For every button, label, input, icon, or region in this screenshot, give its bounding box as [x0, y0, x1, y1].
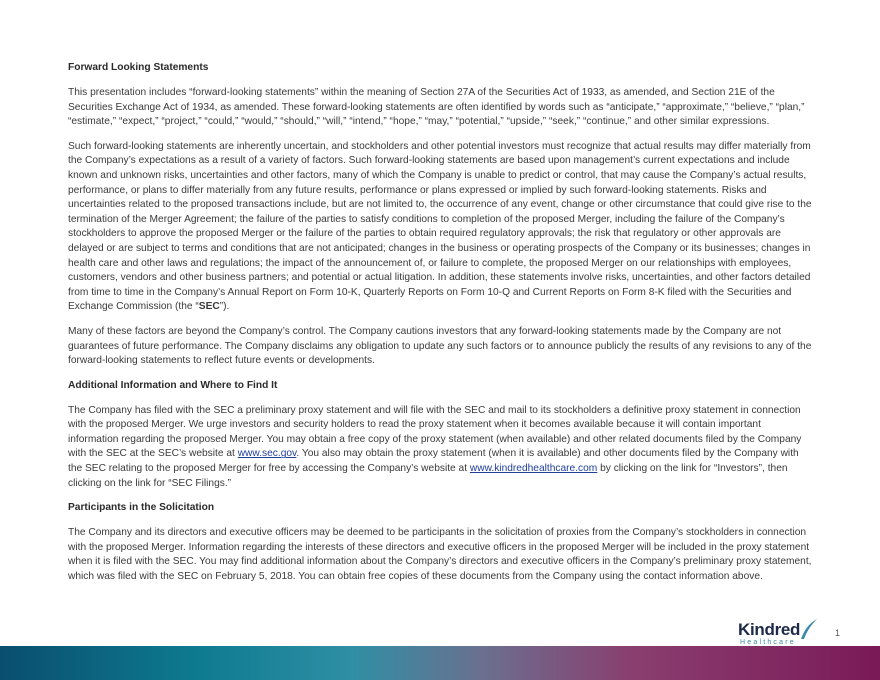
paragraph-forward-looking-3: Many of these factors are beyond the Company’s control. The Company cautions investors that any forward-looking statements made by the Company are not guarantees of future performance. The Company disclaims any obligation to update any such factors or to announce publicly the results of any revisions to any of the forward-looking statements to reflect future events or developments.: [68, 325, 812, 367]
paragraph-additional-info: [68, 404, 813, 492]
logo-subtitle: Healthcare: [740, 639, 796, 646]
logo-wordmark: Kindred: [738, 620, 801, 639]
heading-forward-looking: Forward Looking Statements: [68, 62, 209, 73]
document-body: [68, 61, 813, 595]
heading-additional-info: Additional Information and Where to Find It: [68, 379, 278, 391]
paragraph-text: . You also may obtain the proxy statement (when it is available) and other documents filed by the Company with the SEC relating to the proposed Merger for free by accessing the Company’s website at: [68, 448, 799, 475]
paragraph-forward-looking-1: This presentation includes “forward-looking statements” within the meaning of Section 27A of the Securities Act of 1933, as amended, and Section 21E of the Securities Exchange Act of 1934, as amended. These forward-looking statements are often identified by words such as “anticipate,” “approximate,” “believe,” “plan,” “estimate,” “expect,” “project,” “could,” “would,” “should,” “will,” “intend,” “hope,” “may,” “potential,” “upside,” “seek,” “continue,” and other similar expressions.: [68, 87, 805, 128]
paragraph-text: The Company has filed with the SEC a preliminary proxy statement and will file with the SEC and mail to its stockholders a definitive proxy statement in connection with the proposed Merger. We urge investors and security holders to read the proxy statement when it becomes available because it will contain important information regarding the proposed Merger. You may obtain a free copy of the proxy statement (when available) and other related documents filed by the Company with the SEC at the SEC’s website at: [68, 404, 802, 460]
footer-gradient-band: [0, 646, 880, 680]
paragraph-text: by clicking on the link for “Investors”, then clicking on the link for “SEC Filings.”: [68, 463, 788, 489]
paragraph-text: Such forward-looking statements are inherently uncertain, and stockholders and other potential investors must recognize that actual results may differ materially from the Company’s expectations as a result of a variety of factors. Such forward-looking statements are based upon management’s current expectations and include known and unknown risks, uncertainties and other factors, many of which the Company is unable to predict or control, that may cause the Company’s actual results, performance, or plans to differ materially from any future results, performance or plans expressed or implied by such forward-looking statements. Risks and uncertainties related to the proposed transactions include, but are not limited to, the occurrence of any event, change or other circumstance that could give rise to the termination of the Merger Agreement; the failure of the parties to satisfy conditions to completion of the proposed Merger, including the failure of the Company’s stockholders to approve the proposed Merger or the failure of the parties to obtain required regulatory approvals; the risk that regulatory or other approvals are delayed or are subject to terms and conditions that are not anticipated; changes in the business or operating prospects of the Company or its businesses; changes in health care and other laws and regulations; the impact of the announcement of, or failure to complete, the proposed Merger on our relationships with employees, customers, vendors and other business partners; and potential or actual litigation. In addition, these statements involve risks, uncertainties, and other factors detailed from time to time in the Company’s Annual Report on Form 10-K, Quarterly Reports on Form 10-Q and Current Reports on Form 8-K filed with the Securities and Exchange Commission (the “: [68, 140, 812, 313]
sec-website-link[interactable]: www.sec.gov: [237, 448, 297, 460]
kindred-healthcare-logo: [738, 617, 820, 647]
heading-participants: Participants in the Solicitation: [68, 502, 215, 514]
paragraph-text: ”).: [219, 301, 230, 313]
sec-abbreviation: SEC: [198, 301, 220, 313]
paragraph-participants: The Company and its directors and executive officers may be deemed to be participants in the solicitation of proxies from the Company’s stockholders in connection with the proposed Merger. Information regarding the interests of these directors and executive officers in the proposed Merger will be included in the proxy statement when it is filed with the SEC. You may find additional information about the Company’s directors and executive officers in the Company’s preliminary proxy statement, which was filed with the SEC on February 5, 2018. You can obtain free copies of these documents from the Company using the contact information above.: [68, 527, 812, 583]
paragraph-forward-looking-2: [68, 140, 813, 315]
swoosh-icon: [798, 617, 820, 641]
page-number: 1: [835, 628, 841, 638]
kindred-website-link[interactable]: www.kindredhealthcare.com: [469, 463, 598, 475]
